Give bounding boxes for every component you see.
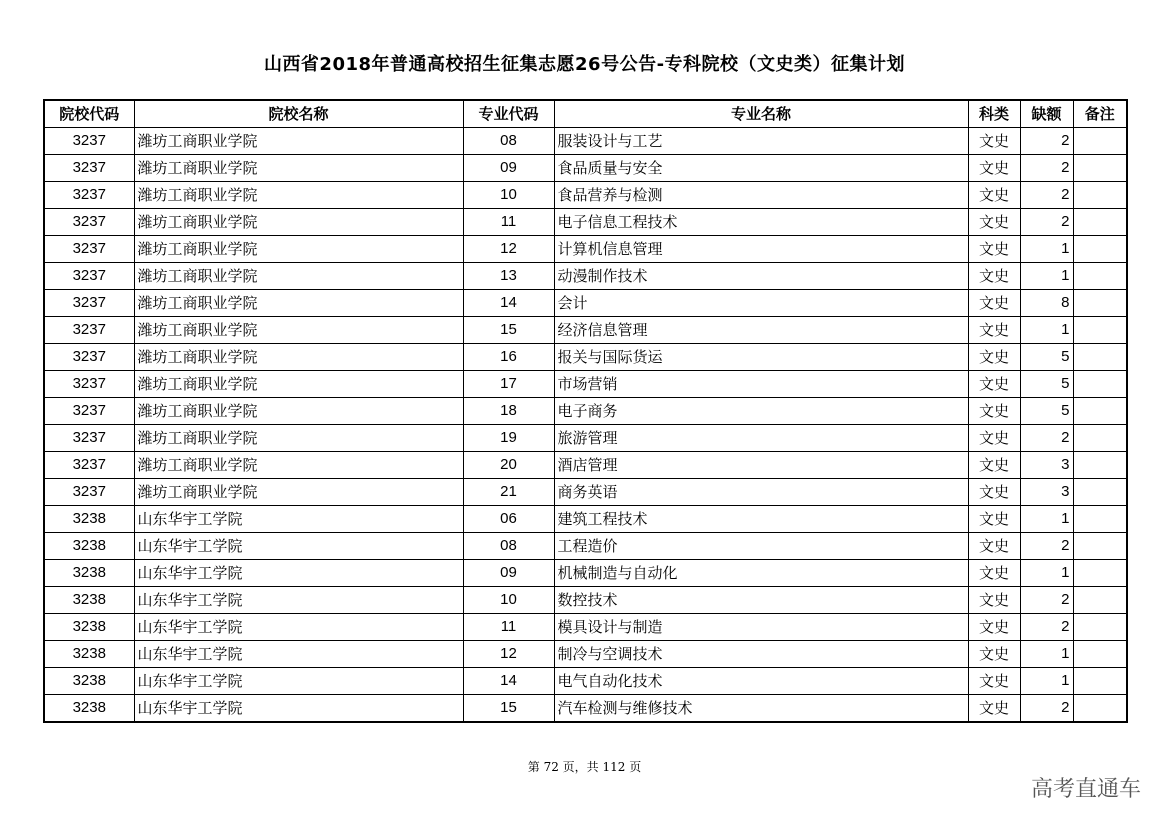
- cell-major-name: 会计: [554, 290, 968, 317]
- table-row: [44, 668, 1127, 695]
- cell-note: [1073, 506, 1127, 533]
- cell-major-name: 汽车检测与维修技术: [554, 695, 968, 723]
- cell-note: [1073, 425, 1127, 452]
- cell-category: 文史: [968, 182, 1020, 209]
- cell-school-name: 潍坊工商职业学院: [134, 155, 463, 182]
- cell-vacancy: 2: [1020, 425, 1073, 452]
- cell-major-name: 电气自动化技术: [554, 668, 968, 695]
- table-row: [44, 317, 1127, 344]
- table-row: [44, 479, 1127, 506]
- table-row: [44, 182, 1127, 209]
- cell-major-name: 酒店管理: [554, 452, 968, 479]
- cell-note: [1073, 560, 1127, 587]
- cell-school-name: 潍坊工商职业学院: [134, 236, 463, 263]
- cell-school-name: 山东华宇工学院: [134, 587, 463, 614]
- admission-plan-table: [43, 99, 1128, 723]
- table-row: [44, 695, 1127, 723]
- cell-vacancy: 2: [1020, 155, 1073, 182]
- table-row: [44, 155, 1127, 182]
- watermark: 高考直通车: [1030, 777, 1141, 802]
- cell-major-name: 食品质量与安全: [554, 155, 968, 182]
- cell-major-code: 08: [463, 533, 554, 560]
- cell-vacancy: 1: [1020, 317, 1073, 344]
- cell-category: 文史: [968, 668, 1020, 695]
- cell-category: 文史: [968, 695, 1020, 723]
- cell-vacancy: 5: [1020, 371, 1073, 398]
- cell-major-name: 机械制造与自动化: [554, 560, 968, 587]
- cell-category: 文史: [968, 236, 1020, 263]
- cell-vacancy: 2: [1020, 209, 1073, 236]
- cell-note: [1073, 236, 1127, 263]
- cell-major-code: 12: [463, 236, 554, 263]
- cell-school-code: 3237: [44, 128, 134, 155]
- cell-school-code: 3238: [44, 560, 134, 587]
- cell-note: [1073, 533, 1127, 560]
- table-row: [44, 560, 1127, 587]
- cell-category: 文史: [968, 641, 1020, 668]
- cell-school-code: 3237: [44, 182, 134, 209]
- cell-major-code: 15: [463, 317, 554, 344]
- cell-vacancy: 8: [1020, 290, 1073, 317]
- cell-note: [1073, 371, 1127, 398]
- cell-major-code: 11: [463, 209, 554, 236]
- cell-major-code: 13: [463, 263, 554, 290]
- cell-vacancy: 1: [1020, 668, 1073, 695]
- cell-school-name: 潍坊工商职业学院: [134, 290, 463, 317]
- cell-major-name: 建筑工程技术: [554, 506, 968, 533]
- cell-school-name: 潍坊工商职业学院: [134, 128, 463, 155]
- cell-school-name: 山东华宇工学院: [134, 560, 463, 587]
- cell-vacancy: 2: [1020, 614, 1073, 641]
- cell-school-name: 山东华宇工学院: [134, 641, 463, 668]
- cell-major-name: 电子商务: [554, 398, 968, 425]
- cell-school-code: 3238: [44, 506, 134, 533]
- cell-category: 文史: [968, 560, 1020, 587]
- cell-major-code: 18: [463, 398, 554, 425]
- cell-major-code: 09: [463, 560, 554, 587]
- cell-category: 文史: [968, 371, 1020, 398]
- cell-note: [1073, 695, 1127, 723]
- cell-category: 文史: [968, 533, 1020, 560]
- cell-school-code: 3238: [44, 668, 134, 695]
- cell-school-name: 潍坊工商职业学院: [134, 344, 463, 371]
- cell-school-name: 潍坊工商职业学院: [134, 398, 463, 425]
- cell-major-code: 19: [463, 425, 554, 452]
- cell-major-name: 经济信息管理: [554, 317, 968, 344]
- cell-category: 文史: [968, 317, 1020, 344]
- table-row: [44, 236, 1127, 263]
- cell-school-code: 3238: [44, 587, 134, 614]
- column-header-note: 备注: [1073, 100, 1127, 128]
- cell-major-name: 计算机信息管理: [554, 236, 968, 263]
- cell-school-code: 3237: [44, 452, 134, 479]
- cell-school-code: 3238: [44, 695, 134, 723]
- cell-school-name: 山东华宇工学院: [134, 695, 463, 723]
- cell-school-code: 3237: [44, 344, 134, 371]
- table-row: [44, 290, 1127, 317]
- page-title: 山西省2018年普通高校招生征集志愿26号公告-专科院校（文史类）征集计划: [263, 54, 906, 75]
- table-row: [44, 533, 1127, 560]
- column-header-school-code: 院校代码: [44, 100, 134, 128]
- cell-major-code: 15: [463, 695, 554, 723]
- cell-school-code: 3237: [44, 236, 134, 263]
- cell-category: 文史: [968, 614, 1020, 641]
- cell-vacancy: 2: [1020, 128, 1073, 155]
- table-row: [44, 209, 1127, 236]
- cell-category: 文史: [968, 128, 1020, 155]
- table-row: [44, 371, 1127, 398]
- table-row: [44, 587, 1127, 614]
- table-row: [44, 641, 1127, 668]
- cell-major-code: 11: [463, 614, 554, 641]
- cell-note: [1073, 398, 1127, 425]
- cell-major-code: 14: [463, 668, 554, 695]
- cell-vacancy: 2: [1020, 182, 1073, 209]
- cell-major-name: 旅游管理: [554, 425, 968, 452]
- table-row: [44, 614, 1127, 641]
- cell-school-name: 潍坊工商职业学院: [134, 317, 463, 344]
- cell-note: [1073, 641, 1127, 668]
- cell-vacancy: 2: [1020, 695, 1073, 723]
- cell-vacancy: 1: [1020, 506, 1073, 533]
- cell-major-name: 食品营养与检测: [554, 182, 968, 209]
- cell-major-code: 10: [463, 587, 554, 614]
- cell-major-name: 模具设计与制造: [554, 614, 968, 641]
- cell-vacancy: 3: [1020, 452, 1073, 479]
- cell-school-name: 潍坊工商职业学院: [134, 182, 463, 209]
- cell-major-name: 商务英语: [554, 479, 968, 506]
- cell-school-code: 3238: [44, 533, 134, 560]
- cell-vacancy: 5: [1020, 344, 1073, 371]
- cell-school-code: 3238: [44, 614, 134, 641]
- cell-major-name: 数控技术: [554, 587, 968, 614]
- column-header-school-name: 院校名称: [134, 100, 463, 128]
- cell-note: [1073, 587, 1127, 614]
- cell-category: 文史: [968, 479, 1020, 506]
- cell-school-name: 潍坊工商职业学院: [134, 371, 463, 398]
- cell-major-name: 服装设计与工艺: [554, 128, 968, 155]
- cell-category: 文史: [968, 155, 1020, 182]
- cell-category: 文史: [968, 506, 1020, 533]
- table-row: [44, 263, 1127, 290]
- table-row: [44, 452, 1127, 479]
- cell-note: [1073, 155, 1127, 182]
- cell-major-name: 电子信息工程技术: [554, 209, 968, 236]
- cell-category: 文史: [968, 290, 1020, 317]
- cell-major-code: 09: [463, 155, 554, 182]
- cell-category: 文史: [968, 209, 1020, 236]
- cell-vacancy: 5: [1020, 398, 1073, 425]
- cell-note: [1073, 263, 1127, 290]
- cell-major-name: 报关与国际货运: [554, 344, 968, 371]
- cell-school-code: 3238: [44, 641, 134, 668]
- cell-note: [1073, 317, 1127, 344]
- table-row: [44, 398, 1127, 425]
- cell-vacancy: 2: [1020, 587, 1073, 614]
- cell-category: 文史: [968, 344, 1020, 371]
- cell-vacancy: 1: [1020, 560, 1073, 587]
- cell-vacancy: 1: [1020, 641, 1073, 668]
- table-row: [44, 344, 1127, 371]
- cell-school-name: 潍坊工商职业学院: [134, 263, 463, 290]
- cell-vacancy: 2: [1020, 533, 1073, 560]
- cell-school-code: 3237: [44, 290, 134, 317]
- table-header-row: [44, 100, 1127, 128]
- cell-major-code: 21: [463, 479, 554, 506]
- cell-vacancy: 3: [1020, 479, 1073, 506]
- cell-category: 文史: [968, 452, 1020, 479]
- cell-major-code: 06: [463, 506, 554, 533]
- cell-note: [1073, 452, 1127, 479]
- cell-vacancy: 1: [1020, 236, 1073, 263]
- table-body: [44, 128, 1127, 723]
- cell-major-name: 工程造价: [554, 533, 968, 560]
- page-footer: 第 72 页，共 112 页: [527, 760, 642, 774]
- cell-major-code: 10: [463, 182, 554, 209]
- cell-category: 文史: [968, 263, 1020, 290]
- cell-major-code: 16: [463, 344, 554, 371]
- cell-school-name: 山东华宇工学院: [134, 533, 463, 560]
- column-header-major-name: 专业名称: [554, 100, 968, 128]
- cell-major-name: 动漫制作技术: [554, 263, 968, 290]
- cell-school-code: 3237: [44, 209, 134, 236]
- cell-school-name: 潍坊工商职业学院: [134, 209, 463, 236]
- cell-school-code: 3237: [44, 155, 134, 182]
- cell-category: 文史: [968, 425, 1020, 452]
- table-row: [44, 506, 1127, 533]
- cell-school-name: 潍坊工商职业学院: [134, 425, 463, 452]
- cell-note: [1073, 182, 1127, 209]
- cell-major-code: 08: [463, 128, 554, 155]
- cell-note: [1073, 614, 1127, 641]
- cell-major-code: 17: [463, 371, 554, 398]
- cell-school-name: 山东华宇工学院: [134, 506, 463, 533]
- cell-school-code: 3237: [44, 371, 134, 398]
- cell-school-name: 潍坊工商职业学院: [134, 479, 463, 506]
- cell-note: [1073, 209, 1127, 236]
- cell-school-code: 3237: [44, 317, 134, 344]
- column-header-category: 科类: [968, 100, 1020, 128]
- cell-school-code: 3237: [44, 479, 134, 506]
- cell-note: [1073, 479, 1127, 506]
- cell-major-name: 制冷与空调技术: [554, 641, 968, 668]
- cell-major-code: 20: [463, 452, 554, 479]
- cell-school-name: 山东华宇工学院: [134, 668, 463, 695]
- table-row: [44, 425, 1127, 452]
- cell-school-code: 3237: [44, 425, 134, 452]
- cell-school-name: 潍坊工商职业学院: [134, 452, 463, 479]
- cell-vacancy: 1: [1020, 263, 1073, 290]
- cell-school-name: 山东华宇工学院: [134, 614, 463, 641]
- table-row: [44, 128, 1127, 155]
- cell-category: 文史: [968, 398, 1020, 425]
- cell-note: [1073, 290, 1127, 317]
- column-header-vacancy: 缺额: [1020, 100, 1073, 128]
- column-header-major-code: 专业代码: [463, 100, 554, 128]
- cell-category: 文史: [968, 587, 1020, 614]
- cell-major-code: 14: [463, 290, 554, 317]
- cell-major-name: 市场营销: [554, 371, 968, 398]
- cell-school-code: 3237: [44, 263, 134, 290]
- cell-major-code: 12: [463, 641, 554, 668]
- cell-note: [1073, 668, 1127, 695]
- cell-note: [1073, 344, 1127, 371]
- cell-note: [1073, 128, 1127, 155]
- cell-school-code: 3237: [44, 398, 134, 425]
